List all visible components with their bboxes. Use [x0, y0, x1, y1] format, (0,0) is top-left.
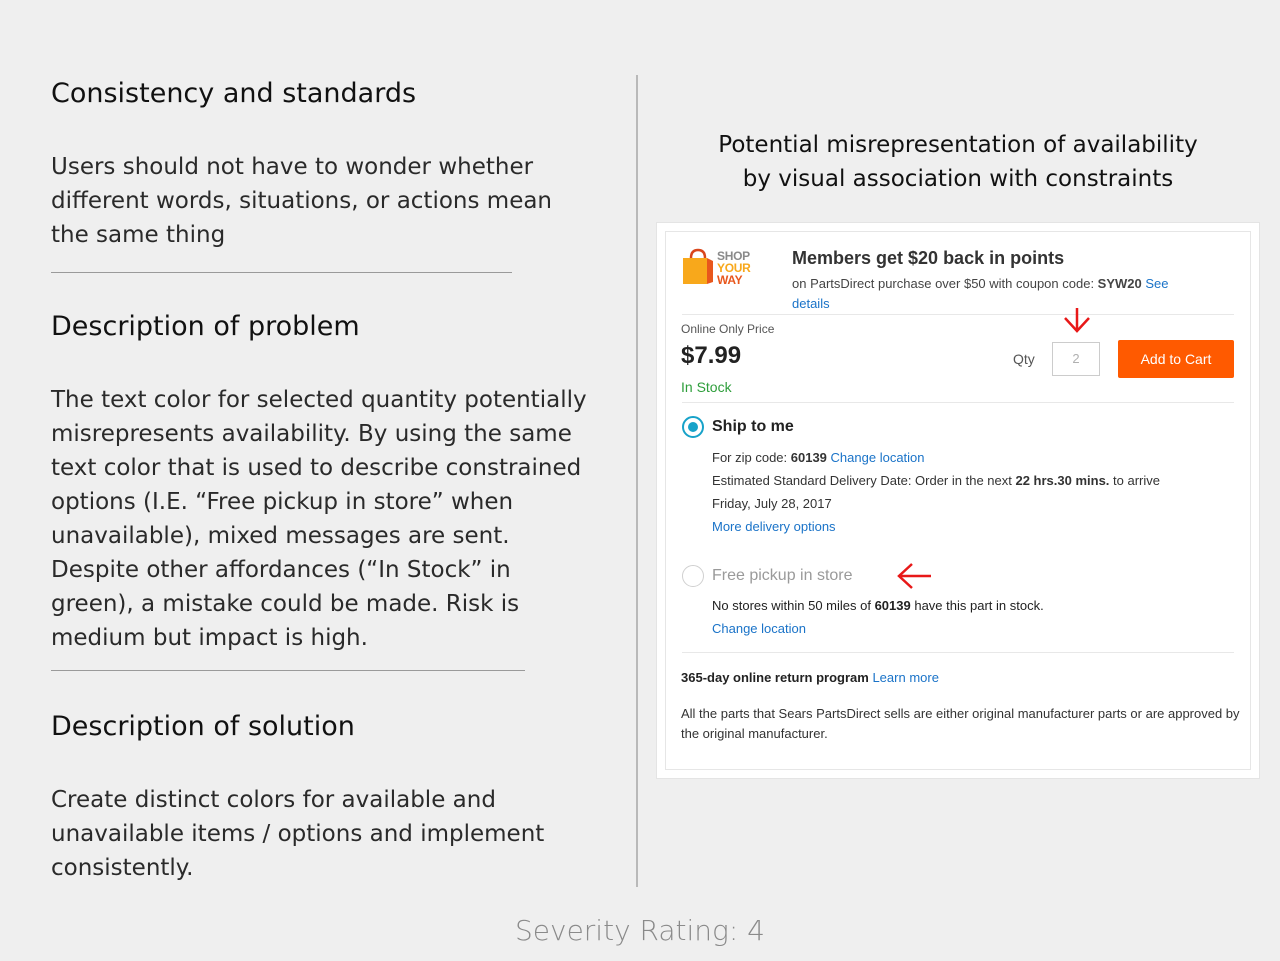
- caption-line-1: Potential misrepresentation of availability: [718, 132, 1198, 158]
- pickup-change-location-link[interactable]: Change location: [712, 621, 806, 636]
- shopping-bag-icon: [681, 248, 715, 286]
- vertical-divider: [636, 75, 638, 887]
- quantity-input[interactable]: 2: [1052, 342, 1100, 376]
- promo-detail: [792, 274, 1232, 314]
- pickup-label: Free pickup in store: [712, 567, 853, 584]
- logo-way: WAY: [717, 273, 743, 287]
- returns-text: All the parts that Sears PartsDirect sells are either original manufacturer parts or are approved by the original manufacturer.: [681, 706, 1240, 741]
- coupon-code: SYW20: [1097, 276, 1142, 291]
- price-label: Online Only Price: [681, 322, 775, 336]
- qty-label: Qty: [1013, 351, 1035, 367]
- divider-2: [51, 670, 525, 671]
- heading-problem: Description of problem: [51, 311, 360, 342]
- more-delivery-options-link[interactable]: More delivery options: [712, 519, 836, 534]
- add-to-cart-button[interactable]: Add to Cart: [1118, 340, 1234, 378]
- solution-body: Create distinct colors for available and unavailable items / options and implement consistently.: [51, 787, 545, 881]
- screenshot-caption: [660, 128, 1256, 196]
- ship-to-me-radio[interactable]: [682, 416, 704, 438]
- see-details-link[interactable]: See details: [792, 276, 1169, 311]
- caption-line-2: by visual association with constraints: [742, 166, 1174, 192]
- promo-detail-text: on PartsDirect purchase over $50 with coupon code:: [792, 276, 1098, 291]
- annotation-arrow-left-icon: [896, 561, 934, 591]
- severity-rating: Severity Rating: 4: [515, 914, 765, 947]
- returns-label: 365-day online return program: [681, 670, 869, 685]
- pickup-radio[interactable]: [682, 565, 704, 587]
- delivery-estimate: Estimated Standard Delivery Date: Order in the next 22 hrs.30 mins. to arrive: [712, 473, 1161, 488]
- pickup-details: [712, 594, 1044, 640]
- promo-headline: Members get $20 back in points: [792, 248, 1065, 268]
- returns-line: [681, 670, 939, 685]
- separator-price: [682, 402, 1234, 403]
- change-location-link[interactable]: Change location: [830, 450, 925, 465]
- purchase-box: [665, 231, 1251, 770]
- heading-solution: Description of solution: [51, 711, 355, 742]
- separator-pickup: [682, 652, 1234, 653]
- divider-1: [51, 272, 512, 273]
- problem-body: The text color for selected quantity potentially misrepresents availability. By using the same text color that is used to describe constrained options (I.E. “Free pickup in store” when unavailable), mixed messages are sent. Despite other affordances (“In Stock” in green), a mistake could be made. Risk is medium but impact is high.: [51, 387, 587, 651]
- delivery-date: Friday, July 28, 2017: [712, 496, 832, 511]
- in-stock-status: In Stock: [681, 379, 732, 395]
- ship-details: [712, 446, 1232, 538]
- heading-consistency: Consistency and standards: [51, 78, 417, 109]
- learn-more-link[interactable]: Learn more: [872, 670, 939, 685]
- pickup-message: No stores within 50 miles of 60139 have this part in stock.: [712, 598, 1044, 613]
- logo-your: YOUR: [717, 261, 751, 275]
- shop-your-way-logo: [717, 250, 750, 286]
- annotation-arrow-down-icon: [1062, 306, 1092, 334]
- product-screenshot: [656, 222, 1260, 779]
- separator-promo: [682, 314, 1234, 315]
- ship-to-me-label[interactable]: Ship to me: [712, 418, 794, 435]
- consistency-body: Users should not have to wonder whether different words, situations, or actions mean the same thing: [51, 154, 553, 248]
- price: $7.99: [681, 342, 742, 369]
- logo-shop: SHOP: [717, 249, 750, 263]
- zip-line: For zip code: 60139 Change location: [712, 450, 925, 465]
